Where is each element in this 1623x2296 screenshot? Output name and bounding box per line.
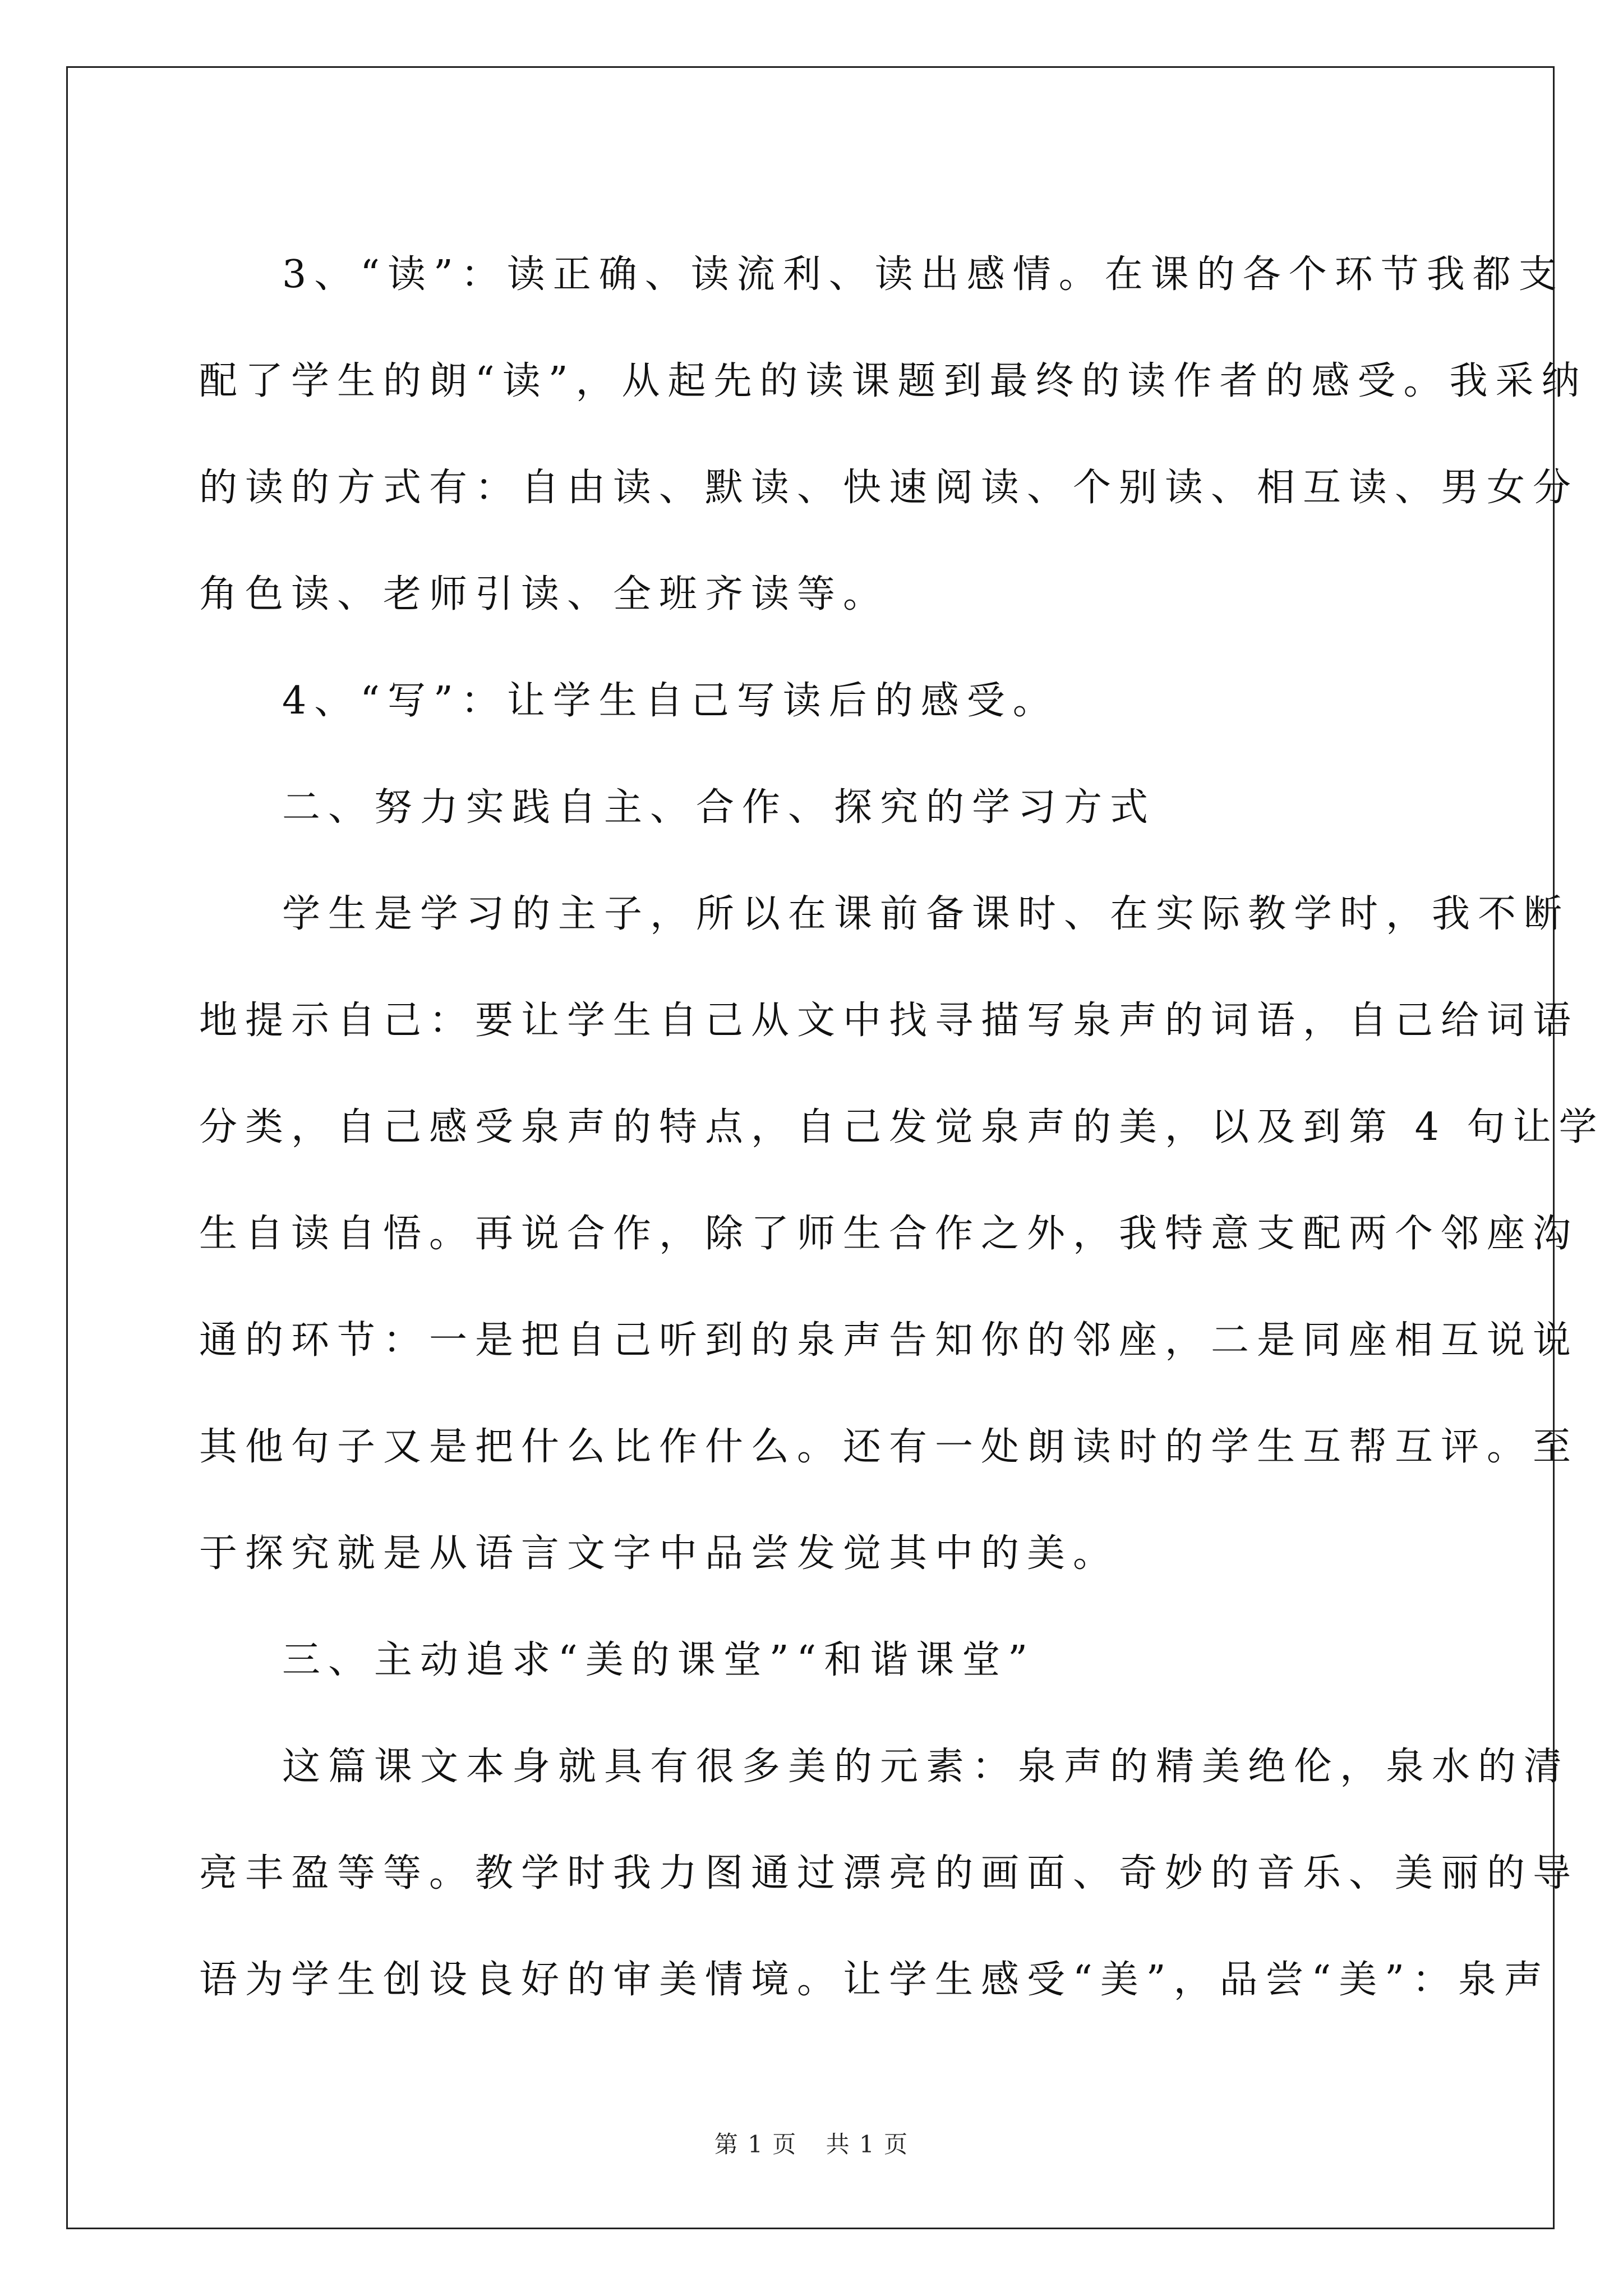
document-body [199,222,1605,2033]
text-line-4: 角色读、老师引读、全班齐读等。 [199,572,889,616]
text-line-5: 4、“写”：让学生自己写读后的感受。 [282,679,1059,723]
page-total: 共 1 页 [826,2131,909,2158]
text-line-7: 学生是学习的主子，所以在课前备课时、在实际教学时，我不断 [282,892,1570,936]
text-line-13: 于探究就是从语言文字中品尝发觉其中的美。 [199,1531,1119,1576]
text-line-1: 3、“读”：读正确、读流利、读出感情。在课的各个环节我都支 [282,252,1565,297]
section-heading-3: 三、主动追求“美的课堂”“和谐课堂” [282,1638,1036,1682]
page-footer [0,2126,1623,2160]
text-line-2: 配了学生的朗“读”，从起先的读课题到最终的读作者的感受。我采纳 [199,359,1588,403]
page-number: 第 1 页 [714,2131,797,2158]
section-heading-2: 二、努力实践自主、合作、探究的学习方式 [282,785,1156,830]
text-line-17: 语为学生创设良好的审美情境。让学生感受“美”，品尝“美”：泉声 [199,1958,1551,2002]
text-line-11: 通的环节：一是把自己听到的泉声告知你的邻座，二是同座相互说说 [199,1318,1579,1363]
text-line-10: 生自读自悟。再说合作，除了师生合作之外，我特意支配两个邻座沟 [199,1212,1579,1256]
text-line-3: 的读的方式有：自由读、默读、快速阅读、个别读、相互读、男女分 [199,466,1579,510]
text-line-15: 这篇课文本身就具有很多美的元素：泉声的精美绝伦，泉水的清 [282,1745,1570,1789]
text-line-9: 分类，自己感受泉声的特点，自己发觉泉声的美，以及到第 4 句让学 [199,1105,1605,1149]
text-line-8: 地提示自己：要让学生自己从文中找寻描写泉声的词语，自己给词语 [199,999,1579,1043]
text-line-12: 其他句子又是把什么比作什么。还有一处朗读时的学生互帮互评。至 [199,1425,1579,1469]
text-line-16: 亮丰盈等等。教学时我力图通过漂亮的画面、奇妙的音乐、美丽的导 [199,1851,1579,1895]
